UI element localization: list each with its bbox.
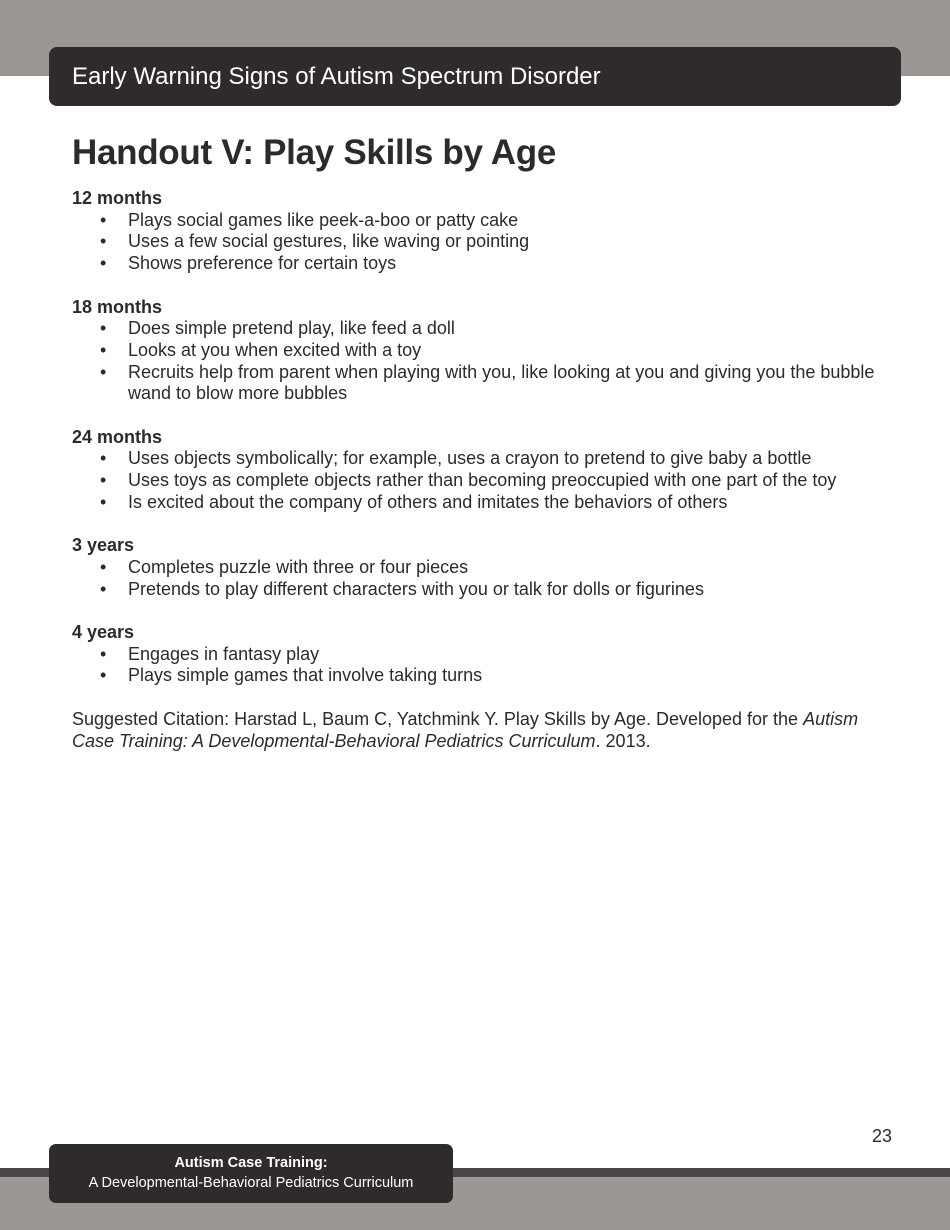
- list-item: • Looks at you when excited with a toy: [100, 339, 422, 360]
- list-item: • Shows preference for certain toys: [100, 253, 397, 274]
- list-item: • Uses a few social gestures, like waving or pointing: [100, 231, 530, 252]
- header-bar: [49, 47, 901, 106]
- item-list: [72, 318, 892, 405]
- item-list: [72, 210, 892, 275]
- list-item: • Uses objects symbolically; for example, uses a crayon to pretend to give baby a bottle: [100, 448, 812, 469]
- list-item: • Completes puzzle with three or four pieces: [100, 556, 469, 577]
- list-item: • Recruits help from parent when playing with you, like looking at you and giving you the bubble wand to blow more bubbles: [100, 361, 875, 404]
- footer-subtitle: A Developmental-Behavioral Pediatrics Curriculum: [88, 1175, 414, 1191]
- bullet: •: [100, 209, 107, 230]
- section-heading: 4 years: [72, 622, 135, 642]
- list-item: • Uses toys as complete objects rather than becoming preoccupied with one part of the toy: [100, 470, 837, 491]
- item-list: [72, 644, 892, 687]
- bullet: •: [100, 448, 107, 469]
- bullet: •: [100, 318, 107, 339]
- section-12-months: [72, 188, 892, 275]
- list-item: • Is excited about the company of others and imitates the behaviors of others: [100, 491, 728, 512]
- citation-suffix: . 2013.: [595, 730, 651, 751]
- bullet: •: [100, 470, 107, 491]
- list-item: • Plays simple games that involve taking turns: [100, 665, 483, 686]
- bullet: •: [100, 578, 107, 599]
- section-heading: 3 years: [72, 535, 135, 556]
- section-18-months: [72, 297, 892, 406]
- section-24-months: [72, 427, 892, 514]
- citation-title: Autism Case Training: A Developmental-Behavioral Pediatrics Curriculum: [72, 708, 859, 751]
- citation: [72, 709, 892, 752]
- bullet: •: [100, 231, 107, 252]
- content: [72, 188, 892, 752]
- list-item: • Plays social games like peek-a-boo or patty cake: [100, 209, 519, 230]
- item-list: [72, 448, 892, 513]
- bullet: •: [100, 339, 107, 360]
- section-4-years: [72, 622, 892, 687]
- bullet: •: [100, 491, 107, 512]
- footer-box: [49, 1144, 453, 1203]
- item-list: [72, 557, 892, 600]
- page-title: Handout V: Play Skills by Age: [72, 133, 557, 172]
- page-number: 23: [872, 1126, 893, 1146]
- bullet: •: [100, 643, 107, 664]
- section-3-years: [72, 535, 892, 600]
- footer-title: Autism Case Training:: [174, 1155, 328, 1171]
- bullet: •: [100, 556, 107, 577]
- bullet: •: [100, 665, 107, 686]
- bullet: •: [100, 253, 107, 274]
- citation-prefix: Suggested Citation: Harstad L, Baum C, Yatchmink Y. Play Skills by Age. Developed for the: [72, 708, 804, 729]
- list-item: • Does simple pretend play, like feed a doll: [100, 318, 455, 339]
- section-heading: 24 months: [72, 426, 163, 447]
- section-heading: 18 months: [72, 296, 163, 317]
- section-heading: 12 months: [72, 188, 163, 208]
- header-title: Early Warning Signs of Autism Spectrum Disorder: [72, 62, 601, 90]
- bullet: •: [100, 361, 107, 382]
- list-item: • Engages in fantasy play: [100, 643, 320, 664]
- list-item: • Pretends to play different characters with you or talk for dolls or figurines: [100, 578, 704, 599]
